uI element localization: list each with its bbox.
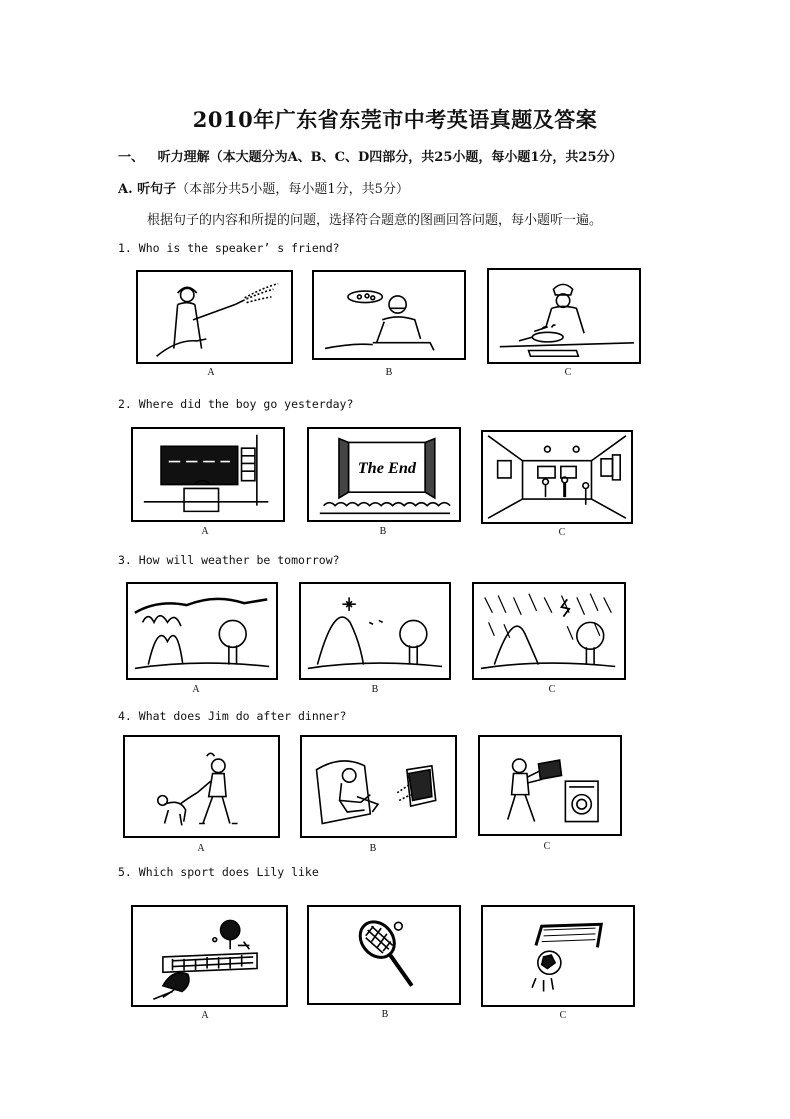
q2-option-b-image[interactable] bbox=[307, 427, 461, 522]
q4-label-a: A bbox=[197, 843, 205, 854]
page-title: 2010年广东省东莞市中考英语真题及答案 bbox=[192, 107, 598, 132]
section-title: 听力理解（本大题分为A、B、C、D四部分，共25小题，每小题1分，共25分） bbox=[157, 150, 623, 165]
question-1: 1. Who is the speaker’ s friend? bbox=[118, 241, 340, 255]
q1-label-c: C bbox=[564, 367, 572, 378]
part-a-heading bbox=[118, 178, 409, 197]
q4-label-b: B bbox=[369, 843, 377, 854]
q3-option-c-image[interactable] bbox=[472, 582, 626, 680]
q1-option-c-image[interactable] bbox=[487, 268, 641, 364]
q2-option-c-image[interactable] bbox=[481, 430, 633, 524]
q1-label-a: A bbox=[207, 367, 215, 378]
part-a-instruction: 根据句子的内容和所提的问题，选择符合题意的图画回答问题，每小题听一遍。 bbox=[147, 213, 603, 228]
question-5: 5. Which sport does Lily like bbox=[118, 865, 319, 879]
q3-label-a: A bbox=[192, 684, 200, 695]
q2-label-c: C bbox=[558, 527, 566, 538]
q1-option-a-image[interactable] bbox=[136, 270, 293, 364]
q3-option-b-image[interactable] bbox=[299, 582, 451, 680]
section-number: 一、 bbox=[118, 150, 145, 165]
q5-option-b-image[interactable] bbox=[307, 905, 461, 1005]
q4-label-c: C bbox=[543, 841, 551, 852]
q5-option-a-image[interactable] bbox=[131, 905, 288, 1007]
q4-option-c-image[interactable] bbox=[478, 735, 622, 836]
question-4: 4. What does Jim do after dinner? bbox=[118, 709, 347, 723]
part-a-note: （本部分共5小题，每小题1分，共5分） bbox=[176, 182, 409, 197]
q2-label-a: A bbox=[201, 526, 209, 537]
question-3: 3. How will weather be tomorrow? bbox=[118, 553, 340, 567]
q1-option-b-image[interactable] bbox=[312, 270, 466, 360]
section-heading bbox=[118, 146, 623, 165]
question-2: 2. Where did the boy go yesterday? bbox=[118, 397, 354, 411]
q5-option-c-image[interactable] bbox=[481, 905, 635, 1007]
q5-label-b: B bbox=[381, 1009, 389, 1020]
q5-label-a: A bbox=[201, 1010, 209, 1021]
q1-label-b: B bbox=[385, 367, 393, 378]
q5-label-c: C bbox=[559, 1010, 567, 1021]
q2-option-a-image[interactable] bbox=[131, 427, 285, 522]
q4-option-a-image[interactable] bbox=[123, 735, 280, 838]
q3-label-c: C bbox=[548, 684, 556, 695]
q2-screen-text: The End bbox=[357, 458, 417, 478]
part-a-label: A. 听句子 bbox=[118, 182, 177, 197]
q4-option-b-image[interactable] bbox=[300, 735, 457, 838]
q3-option-a-image[interactable] bbox=[126, 582, 278, 680]
q3-label-b: B bbox=[371, 684, 379, 695]
q2-label-b: B bbox=[379, 526, 387, 537]
